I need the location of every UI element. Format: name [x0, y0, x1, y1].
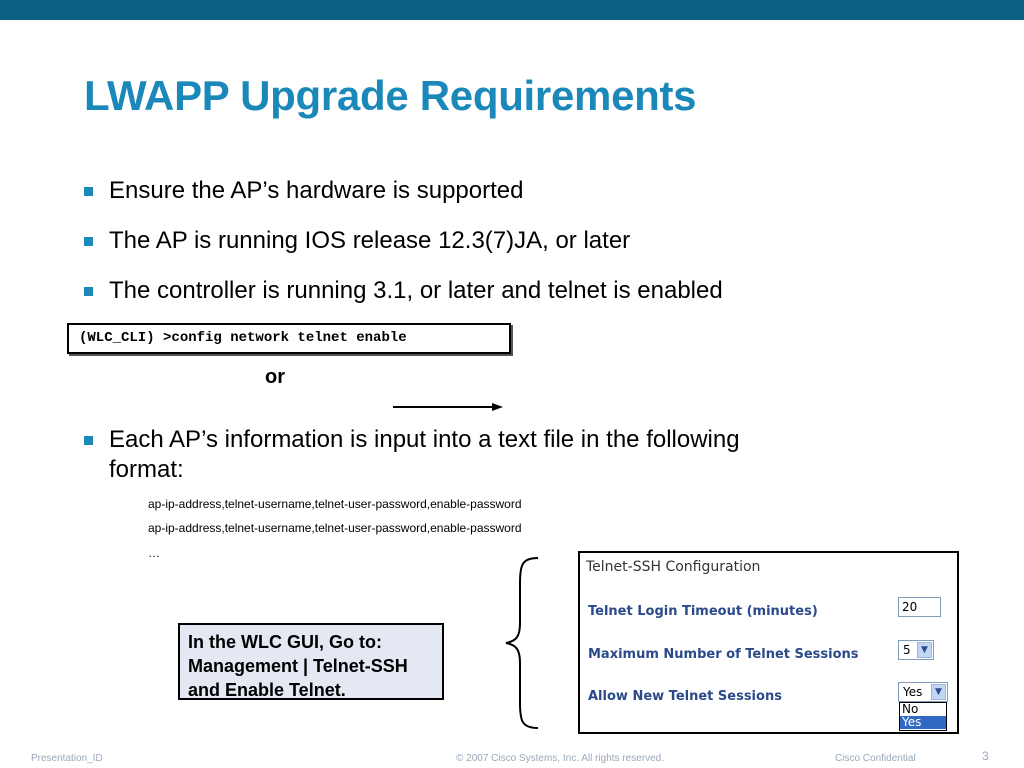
gui-instruction-line: In the WLC GUI, Go to:	[188, 632, 382, 652]
gui-instruction-line: and Enable Telnet.	[188, 680, 346, 700]
bullet-text: The AP is running IOS release 12.3(7)JA, or later	[109, 227, 631, 254]
allow-new-sessions-value: Yes	[903, 685, 923, 699]
footer-copyright: © 2007 Cisco Systems, Inc. All rights reserved.	[456, 753, 665, 764]
telnet-ssh-config-panel	[578, 551, 959, 734]
cli-command-box: (WLC_CLI) >config network telnet enable	[67, 323, 511, 354]
allow-new-sessions-dropdown	[899, 702, 947, 731]
curly-brace-icon	[502, 555, 546, 731]
allow-new-sessions-select[interactable]	[898, 682, 948, 702]
option-yes[interactable]: Yes	[900, 716, 946, 729]
gui-instruction-box	[178, 623, 444, 700]
bullet-text: Ensure the AP’s hardware is supported	[109, 177, 524, 204]
or-label: or	[265, 366, 285, 388]
bullet-marker	[84, 287, 93, 296]
bullet-text-line1: Each AP’s information is input into a text file in the following	[109, 426, 740, 453]
max-sessions-value: 5	[903, 643, 911, 657]
max-sessions-label: Maximum Number of Telnet Sessions	[588, 647, 859, 662]
login-timeout-label: Telnet Login Timeout (minutes)	[588, 604, 818, 619]
bullet-text-line2: format:	[109, 456, 184, 483]
bullet-marker	[84, 237, 93, 246]
top-bar	[0, 0, 1024, 20]
allow-new-sessions-label: Allow New Telnet Sessions	[588, 689, 782, 704]
bullet-marker	[84, 436, 93, 445]
format-line: ap-ip-address,telnet-username,telnet-user-password,enable-password	[148, 497, 522, 511]
format-ellipsis: …	[148, 546, 160, 560]
arrow-right-icon	[390, 400, 506, 414]
footer-presentation-id: Presentation_ID	[31, 753, 103, 764]
panel-title: Telnet-SSH Configuration	[586, 559, 761, 575]
footer-page-number: 3	[982, 749, 989, 763]
gui-instruction-line: Management | Telnet-SSH	[188, 656, 408, 676]
max-sessions-select[interactable]	[898, 640, 934, 660]
slide-title: LWAPP Upgrade Requirements	[84, 72, 697, 119]
login-timeout-input[interactable]: 20	[898, 597, 941, 617]
chevron-down-icon[interactable]: ▼	[917, 642, 932, 658]
format-line: ap-ip-address,telnet-username,telnet-user-password,enable-password	[148, 521, 522, 535]
bullet-text: The controller is running 3.1, or later and telnet is enabled	[109, 277, 723, 304]
chevron-down-icon[interactable]: ▼	[931, 684, 946, 700]
option-no[interactable]: No	[902, 702, 919, 716]
bullet-marker	[84, 187, 93, 196]
footer-confidential: Cisco Confidential	[835, 753, 916, 764]
